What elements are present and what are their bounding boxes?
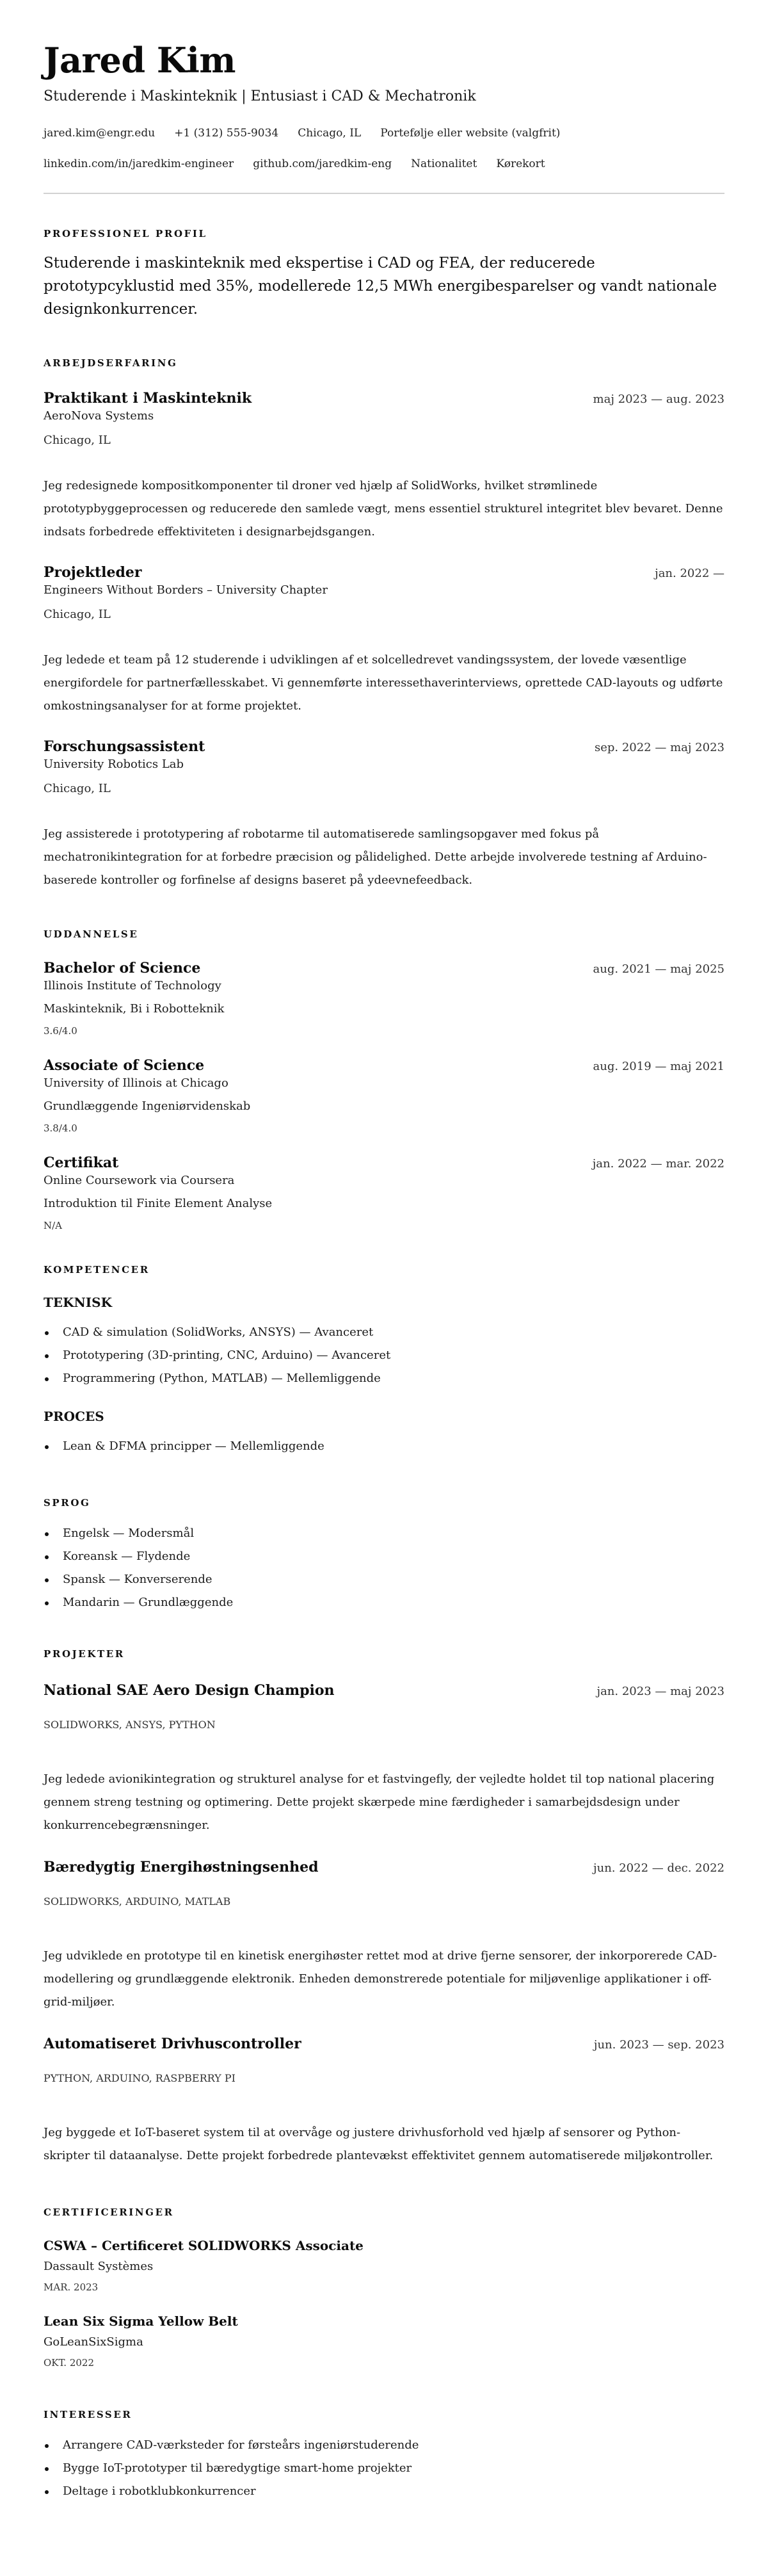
section-title-certifications: CERTIFICERINGER [44,2207,174,2218]
candidate-name: Jared Kim [44,40,236,81]
contact-phone[interactable]: +1 (312) 555-9034 [174,127,279,140]
interest-item: Arrangere CAD-værksteder for førsteårs ingeniørstuderende [44,2434,724,2457]
section-skills [44,1263,724,1458]
education-dates: aug. 2019 — maj 2021 [593,1060,724,1073]
project-title: Automatiseret Drivhuscontroller [44,2036,301,2052]
gpa: 3.6/4.0 [44,1025,77,1037]
degree-title: Associate of Science [44,1057,205,1074]
education-entry-header [44,1056,724,1075]
project-entry-header [44,2034,724,2054]
project-entry [44,2034,724,2167]
section-projects [44,1648,724,2167]
skill-category-title: TEKNISK [44,1295,112,1310]
project-dates: jan. 2023 — maj 2023 [596,1685,724,1698]
language-item: Mandarin — Grundlæggende [44,1591,724,1614]
interest-item: Deltage i robotklubkonkurrencer [44,2480,724,2503]
job-location: Chicago, IL [44,608,111,621]
job-dates: maj 2023 — aug. 2023 [593,393,724,406]
section-profile [44,227,724,321]
school-name: University of Illinois at Chicago [44,1076,228,1090]
gpa: 3.8/4.0 [44,1122,77,1134]
field-of-study: Maskinteknik, Bi i Robotteknik [44,1002,225,1016]
section-languages [44,1496,724,1614]
job-company: University Robotics Lab [44,757,184,771]
interest-list [44,2434,724,2503]
certification-issuer: Dassault Systèmes [44,2260,154,2273]
education-entry [44,959,724,1038]
degree-title: Certifikat [44,1154,119,1171]
gpa: N/A [44,1220,63,1231]
job-location: Chicago, IL [44,782,111,795]
school-name: Illinois Institute of Technology [44,979,221,992]
project-tech-stack: SOLIDWORKS, ANSYS, PYTHON [44,1719,216,1731]
section-education [44,928,724,1233]
certification-date: OKT. 2022 [44,2357,95,2369]
certification-issuer: GoLeanSixSigma [44,2335,143,2349]
experience-entry [44,737,724,892]
project-description: Jeg byggede et IoT-baseret system til at overvåge og justere drivhusforhold ved hjælp af sensorer og Python-skripter til dataanalyse. Dette projekt forbedrede plantevækst effektivitet gennem automatiserede miljøkontroller. [44,2126,714,2162]
skill-list [44,1321,724,1390]
experience-entry [44,563,724,718]
section-title-experience: ARBEJDSERFARING [44,357,178,369]
job-location: Chicago, IL [44,433,111,447]
contact-portfolio[interactable]: Portefølje eller website (valgfrit) [380,127,561,140]
project-tech-stack: SOLIDWORKS, ARDUINO, MATLAB [44,1895,231,1908]
job-company: AeroNova Systems [44,409,154,423]
contact-row-secondary [44,156,724,172]
project-entry [44,1681,724,1837]
section-certifications [44,2206,724,2370]
skill-list [44,1435,724,1458]
experience-entry-header [44,563,724,582]
section-experience [44,357,724,892]
contact-github[interactable]: github.com/jaredkim-eng [253,158,392,170]
section-title-projects: PROJEKTER [44,1648,125,1660]
field-of-study: Grundlæggende Ingeniørvidenskab [44,1099,251,1113]
education-entry [44,1056,724,1135]
interest-item: Bygge IoT-prototyper til bæredygtige smart-home projekter [44,2457,724,2480]
job-description: Jeg assisterede i prototypering af robotarme til automatiserede samlingsopgaver med fokus på mechatronikintegration for at forbedre præcision og pålidelighed. Dette arbejde involverede testning af Arduino-baserede kontroller og forfinelse af designs baseret på ydeevnefeedback. [44,827,707,887]
certification-entry [44,2312,724,2370]
education-entry-header [44,1153,724,1172]
certification-title: CSWA – Certificeret SOLIDWORKS Associate [44,2238,364,2253]
section-interests [44,2408,724,2503]
skill-item: Programmering (Python, MATLAB) — Mellemliggende [44,1367,724,1390]
certification-title: Lean Six Sigma Yellow Belt [44,2313,238,2329]
section-title-profile: PROFESSIONEL PROFIL [44,228,207,239]
education-entry [44,1153,724,1233]
job-description: Jeg ledede et team på 12 studerende i udviklingen af et solcelledrevet vandingssystem, der lovede væsentlige energifordele for partnerfællesskabet. Vi gennemførte interessethaverinterviews, oprettede CAD-layouts og udførte omkostningsanalyser for at forme projektet. [44,653,723,713]
field-of-study: Introduktion til Finite Element Analyse [44,1197,273,1210]
job-dates: jan. 2022 — [655,567,724,580]
language-list [44,1522,724,1614]
project-dates: jun. 2022 — dec. 2022 [593,1861,724,1875]
section-title-skills: KOMPETENCER [44,1264,150,1276]
job-title: Projektleder [44,564,142,581]
certification-date: MAR. 2023 [44,2281,99,2293]
education-dates: aug. 2021 — maj 2025 [593,962,724,976]
education-dates: jan. 2022 — mar. 2022 [592,1157,724,1171]
candidate-headline: Studerende i Maskinteknik | Entusiast i CAD & Mechatronik [44,88,476,104]
project-entry [44,1858,724,2014]
contact-row-primary [44,126,724,141]
education-entry-header [44,959,724,978]
project-title: Bæredygtig Energihøstningsenhed [44,1859,319,1875]
job-company: Engineers Without Borders – University Chapter [44,583,328,597]
skill-item: Prototypering (3D-printing, CNC, Arduino) — Avanceret [44,1344,724,1367]
skill-item: CAD & simulation (SolidWorks, ANSYS) — Avanceret [44,1321,724,1344]
contact-email[interactable]: jared.kim@engr.edu [44,127,156,140]
language-item: Engelsk — Modersmål [44,1522,724,1545]
project-entry-header [44,1681,724,1700]
contact-linkedin[interactable]: linkedin.com/in/jaredkim-engineer [44,158,234,170]
project-description: Jeg udviklede en prototype til en kinetisk energihøster rettet mod at drive fjerne sensorer, der inkorporerede CAD-modellering og grundlæggende elektronik. Enheden demonstrerede potentiale for miljøvenlige applikationer i off-grid-miljøer. [44,1949,717,2009]
profile-summary: Studerende i maskinteknik med ekspertise i CAD og FEA, der reducerede prototypcyklustid med 35%, modellerede 12,5 MWh energibesparelser og vandt nationale designkonkurrencer. [44,255,717,318]
job-title: Praktikant i Maskinteknik [44,390,252,407]
section-title-languages: SPROG [44,1497,91,1509]
project-entry-header [44,1858,724,1877]
project-title: National SAE Aero Design Champion [44,1682,335,1699]
section-title-education: UDDANNELSE [44,928,139,940]
project-tech-stack: PYTHON, ARDUINO, RASPBERRY PI [44,2072,236,2084]
header-divider [44,193,724,194]
experience-entry-header [44,737,724,756]
contact-drivers-license: Kørekort [496,158,545,170]
school-name: Online Coursework via Coursera [44,1174,235,1187]
job-dates: sep. 2022 — maj 2023 [594,741,724,754]
language-item: Spansk — Konverserende [44,1568,724,1591]
skill-item: Lean & DFMA principper — Mellemliggende [44,1435,724,1458]
certification-entry [44,2237,724,2294]
job-title: Forschungsassistent [44,738,205,755]
project-dates: jun. 2023 — sep. 2023 [593,2038,724,2052]
degree-title: Bachelor of Science [44,960,201,976]
experience-entry [44,389,724,544]
job-description: Jeg redesignede kompositkomponenter til droner ved hjælp af SolidWorks, hvilket strømlinede prototypbyggeprocessen og reducerede den samlede vægt, mens essentiel strukturel integritet blev bevaret. Denne indsats forbedrede effektiviteten i designarbejdsgangen. [44,479,723,539]
contact-nationality: Nationalitet [411,158,477,170]
section-title-interests: INTERESSER [44,2409,132,2420]
experience-entry-header [44,389,724,408]
contact-location: Chicago, IL [298,127,362,140]
project-description: Jeg ledede avionikintegration og strukturel analyse for et fastvingefly, der vejledte holdet til top national placering gennem streng testning og optimering. Dette projekt skærpede mine færdigheder i samarbejdsdesign under konkurrencebegrænsninger. [44,1772,715,1832]
language-item: Koreansk — Flydende [44,1545,724,1568]
skill-category-title: PROCES [44,1409,104,1424]
resume-header [44,37,724,194]
